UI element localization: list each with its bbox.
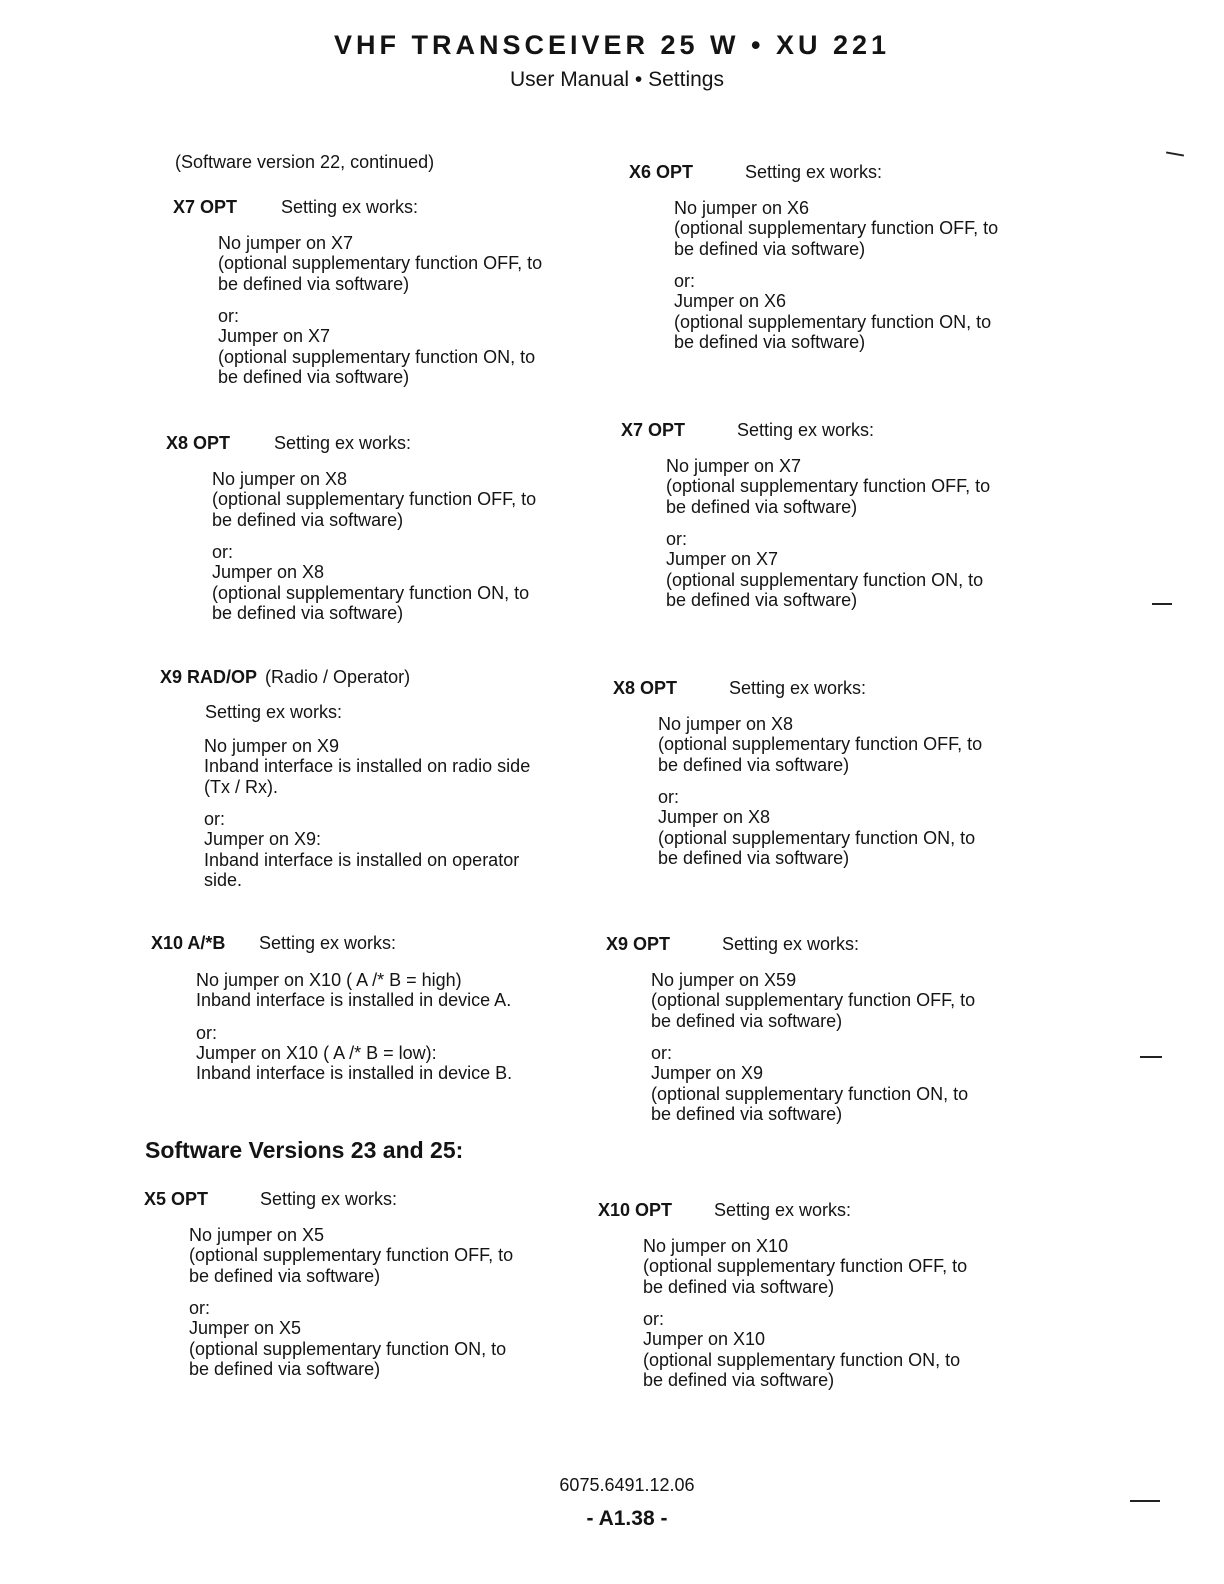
line: be defined via software) (212, 602, 404, 623)
line: No jumper on X10 (643, 1236, 789, 1256)
jumper-code: X9 RAD/OP (160, 667, 258, 687)
line: No jumper on X59 (651, 970, 797, 990)
line: (optional supplementary function OFF, to (189, 1245, 514, 1266)
margin-mark (1140, 1056, 1162, 1058)
right-x8-header (613, 678, 866, 699)
document-subtitle: User Manual • Settings (510, 68, 724, 91)
line: be defined via software) (674, 238, 866, 259)
line: Jumper on X8 (212, 562, 325, 583)
right-x8-body (658, 714, 982, 868)
line: be defined via software) (651, 1010, 843, 1031)
line: Jumper on X7 (218, 326, 331, 347)
line: No jumper on X7 (666, 456, 802, 476)
or-label: or: (212, 541, 234, 562)
left-x7-body (218, 233, 542, 387)
setting-label: Setting ex works: (281, 197, 419, 217)
setting-label: Setting ex works: (729, 678, 867, 698)
or-label: or: (218, 305, 240, 326)
jumper-code: X8 OPT (166, 433, 231, 453)
line: (optional supplementary function OFF, to (651, 990, 976, 1011)
or-label: or: (204, 808, 226, 829)
jumper-code: X10 OPT (598, 1200, 673, 1220)
left-x8-header (166, 433, 411, 454)
line: Inband interface is installed in device B. (196, 1063, 513, 1084)
line: be defined via software) (218, 366, 410, 387)
jumper-code: X6 OPT (629, 162, 694, 182)
left-x9-header (160, 667, 410, 688)
line: (optional supplementary function OFF, to (643, 1256, 968, 1277)
line: (optional supplementary function OFF, to (658, 734, 983, 755)
line: No jumper on X8 (658, 714, 794, 734)
line: be defined via software) (189, 1265, 381, 1286)
left-x7-header (173, 197, 418, 218)
line: (optional supplementary function ON, to (674, 311, 992, 332)
line: (optional supplementary function OFF, to (666, 476, 991, 497)
line: be defined via software) (643, 1276, 835, 1297)
or-label: or: (674, 270, 696, 291)
section-heading: Software Versions 23 and 25: (145, 1137, 464, 1163)
setting-label: Setting ex works: (722, 934, 860, 954)
line: (optional supplementary function ON, to (189, 1338, 507, 1359)
line: No jumper on X9 (204, 736, 340, 756)
right-x7-header (621, 420, 874, 441)
document-number: 6075.6491.12.06 (559, 1475, 695, 1495)
left-x10-header (151, 933, 396, 954)
right-x9-body (651, 970, 975, 1124)
line: be defined via software) (658, 847, 850, 868)
line: (optional supplementary function ON, to (218, 346, 536, 367)
line: Jumper on X10 ( A /* B = low): (196, 1042, 437, 1063)
or-label: or: (658, 786, 680, 807)
line: (optional supplementary function ON, to (658, 827, 976, 848)
left-x5-body (189, 1225, 513, 1379)
jumper-code: X9 OPT (606, 934, 671, 954)
jumper-code: X7 OPT (173, 197, 238, 217)
or-label: or: (196, 1022, 218, 1043)
line: Jumper on X9 (651, 1063, 764, 1084)
or-label: or: (643, 1308, 665, 1329)
line: No jumper on X8 (212, 469, 348, 489)
line: (optional supplementary function OFF, to (212, 489, 537, 510)
or-label: or: (666, 528, 688, 549)
line: Jumper on X10 (643, 1329, 766, 1350)
line: be defined via software) (666, 589, 858, 610)
line: (optional supplementary function ON, to (666, 569, 984, 590)
left-x9-body (204, 736, 530, 890)
line: be defined via software) (666, 496, 858, 517)
line: Jumper on X7 (666, 549, 779, 570)
line: be defined via software) (651, 1103, 843, 1124)
jumper-description: (Radio / Operator) (265, 667, 411, 687)
line: be defined via software) (674, 331, 866, 352)
line: be defined via software) (212, 509, 404, 530)
line: (optional supplementary function OFF, to (218, 253, 543, 274)
line: Inband interface is installed on radio side (204, 756, 531, 777)
setting-label: Setting ex works: (714, 1200, 852, 1220)
setting-label: Setting ex works: (259, 933, 397, 953)
line: Jumper on X9: (204, 829, 322, 850)
line: (optional supplementary function ON, to (212, 582, 530, 603)
setting-label: Setting ex works: (745, 162, 883, 182)
continued-note: (Software version 22, continued) (175, 152, 435, 172)
margin-mark (1130, 1500, 1160, 1502)
or-label: or: (651, 1042, 673, 1063)
line: Jumper on X5 (189, 1318, 302, 1339)
line: No jumper on X10 ( A /* B = high) (196, 970, 462, 990)
left-x9-setting-label: Setting ex works: (205, 702, 343, 722)
right-x10-header (598, 1200, 851, 1221)
left-x5-header (144, 1189, 397, 1210)
or-label: or: (189, 1297, 211, 1318)
line: side. (204, 869, 243, 890)
line: be defined via software) (643, 1369, 835, 1390)
right-x6-body (674, 198, 998, 352)
line: Jumper on X6 (674, 291, 787, 312)
right-x7-body (666, 456, 990, 610)
page-number: - A1.38 - (586, 1507, 668, 1530)
line: No jumper on X5 (189, 1225, 325, 1245)
line: Inband interface is installed in device A. (196, 990, 512, 1011)
line: (optional supplementary function OFF, to (674, 218, 999, 239)
line: Jumper on X8 (658, 807, 771, 828)
jumper-code: X7 OPT (621, 420, 686, 440)
line: be defined via software) (658, 754, 850, 775)
jumper-code: X10 A/*B (151, 933, 226, 953)
line: (optional supplementary function ON, to (643, 1349, 961, 1370)
setting-label: Setting ex works: (737, 420, 875, 440)
left-x10-body (196, 970, 512, 1084)
right-x6-header (629, 162, 882, 183)
line: No jumper on X6 (674, 198, 810, 218)
margin-mark (1166, 151, 1184, 156)
line: No jumper on X7 (218, 233, 354, 253)
right-x9-header (606, 934, 859, 955)
margin-mark (1152, 603, 1172, 605)
document-title: VHF TRANSCEIVER 25 W • XU 221 (333, 30, 891, 60)
jumper-code: X8 OPT (613, 678, 678, 698)
line: Inband interface is installed on operator (204, 849, 520, 870)
line: be defined via software) (189, 1358, 381, 1379)
setting-label: Setting ex works: (274, 433, 412, 453)
jumper-code: X5 OPT (144, 1189, 209, 1209)
line: be defined via software) (218, 273, 410, 294)
left-x8-body (212, 469, 536, 623)
setting-label: Setting ex works: (260, 1189, 398, 1209)
right-x10-body (643, 1236, 967, 1390)
line: (Tx / Rx). (204, 776, 278, 797)
line: (optional supplementary function ON, to (651, 1083, 969, 1104)
